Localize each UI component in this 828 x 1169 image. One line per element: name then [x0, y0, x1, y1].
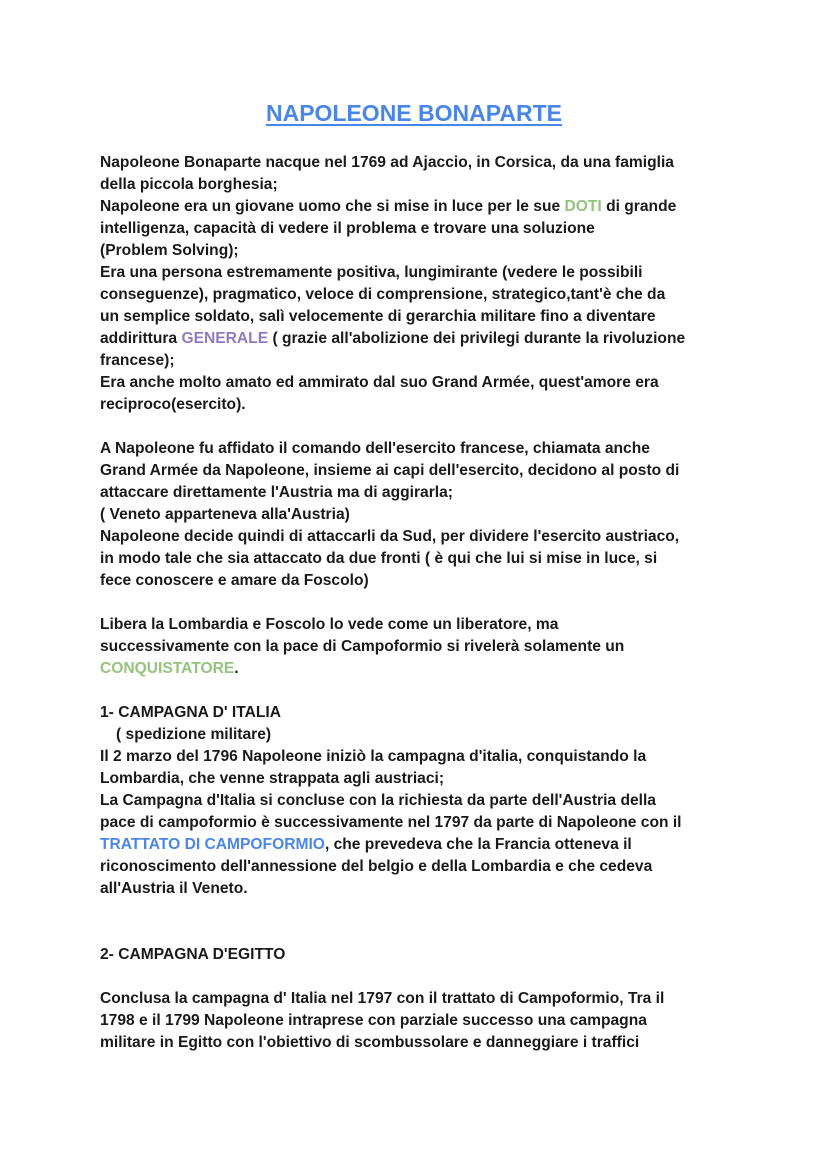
spacer — [100, 966, 740, 988]
text-line: A Napoleone fu affidato il comando dell'esercito francese, chiamata anche — [100, 440, 650, 457]
text-line: francese); — [100, 352, 175, 369]
text-span: addirittura — [100, 330, 182, 347]
text-line: Napoleone decide quindi di attaccarli da Sud, per dividere l'esercito austriaco, — [100, 528, 680, 545]
text-line: Napoleone Bonaparte nacque nel 1769 ad Ajaccio, in Corsica, da una famiglia — [100, 154, 674, 171]
page-title: NAPOLEONE BONAPARTE — [265, 100, 563, 126]
text-line: all'Austria il Veneto. — [100, 880, 248, 897]
highlight-generale: GENERALE — [181, 330, 269, 347]
text-line: attaccare direttamente l'Austria ma di aggirarla; — [100, 484, 453, 501]
text-line: Era anche molto amato ed ammirato dal suo Grand Armée, quest'amore era — [100, 374, 659, 391]
text-span: Napoleone era un giovane uomo che si mise in luce per le sue — [100, 198, 565, 215]
text-span: ( grazie all'abolizione dei privilegi durante la rivoluzione — [268, 330, 686, 347]
text-line: Era una persona estremamente positiva, lungimirante (vedere le possibili — [100, 264, 643, 281]
text-line — [100, 328, 740, 350]
highlight-conquistatore: CONQUISTATORE — [100, 660, 235, 677]
section-heading: 2- CAMPAGNA D'EGITTO — [100, 946, 286, 963]
text-span: , che prevedeva che la Francia otteneva il — [324, 836, 632, 853]
text-line: riconoscimento dell'annessione del belgio e della Lombardia e che cedeva — [100, 858, 653, 875]
highlight-doti: DOTI — [564, 198, 602, 215]
campagna-egitto-section — [100, 944, 740, 1054]
text-line: pace di campoformio è successivamente nel 1797 da parte di Napoleone con il — [100, 814, 682, 831]
spacer — [100, 592, 740, 614]
text-span: . — [234, 660, 239, 677]
text-line — [100, 834, 740, 856]
spacer — [100, 416, 740, 438]
text-line: successivamente con la pace di Campoformio si rivelerà solamente un — [100, 638, 625, 655]
section-heading: 1- CAMPAGNA D' ITALIA — [100, 704, 282, 721]
text-line: Grand Armée da Napoleone, insieme ai capi dell'esercito, decidono al posto di — [100, 462, 680, 479]
highlight-trattato: TRATTATO DI CAMPOFORMIO — [100, 836, 325, 853]
text-line: un semplice soldato, salì velocemente di gerarchia militare fino a diventare — [100, 308, 656, 325]
text-line — [100, 658, 740, 680]
text-line: La Campagna d'Italia si concluse con la richiesta da parte dell'Austria della — [100, 792, 656, 809]
spacer — [100, 900, 740, 944]
section-subheading: ( spedizione militare) — [116, 726, 272, 743]
text-span: di grande — [601, 198, 677, 215]
text-line: militare in Egitto con l'obiettivo di scombussolare e danneggiare i traffici — [100, 1034, 640, 1051]
text-line: 1798 e il 1799 Napoleone intraprese con parziale successo una campagna — [100, 1012, 647, 1029]
text-line: intelligenza, capacità di vedere il problema e trovare una soluzione — [100, 220, 595, 237]
text-line: Lombardia, che venne strappata agli austriaci; — [100, 770, 445, 787]
text-line: della piccola borghesia; — [100, 176, 278, 193]
intro-paragraph — [100, 152, 740, 416]
text-line: ( Veneto apparteneva alla'Austria) — [100, 506, 350, 523]
text-line — [100, 196, 740, 218]
text-line: Il 2 marzo del 1796 Napoleone iniziò la campagna d'italia, conquistando la — [100, 748, 647, 765]
text-line: Libera la Lombardia e Foscolo lo vede come un liberatore, ma — [100, 616, 559, 633]
document-body — [100, 152, 740, 1054]
spacer — [100, 680, 740, 702]
lombardia-paragraph — [100, 614, 740, 680]
text-line: reciproco(esercito). — [100, 396, 246, 413]
text-line: Conclusa la campagna d' Italia nel 1797 con il trattato di Campoformio, Tra il — [100, 990, 665, 1007]
text-line: conseguenze), pragmatico, veloce di comprensione, strategico,tant'è che da — [100, 286, 666, 303]
text-line: in modo tale che sia attaccato da due fronti ( è qui che lui si mise in luce, si — [100, 550, 658, 567]
text-line: (Problem Solving); — [100, 242, 239, 259]
comando-paragraph — [100, 438, 740, 592]
campagna-italia-section — [100, 702, 740, 900]
text-line: fece conoscere e amare da Foscolo) — [100, 572, 369, 589]
